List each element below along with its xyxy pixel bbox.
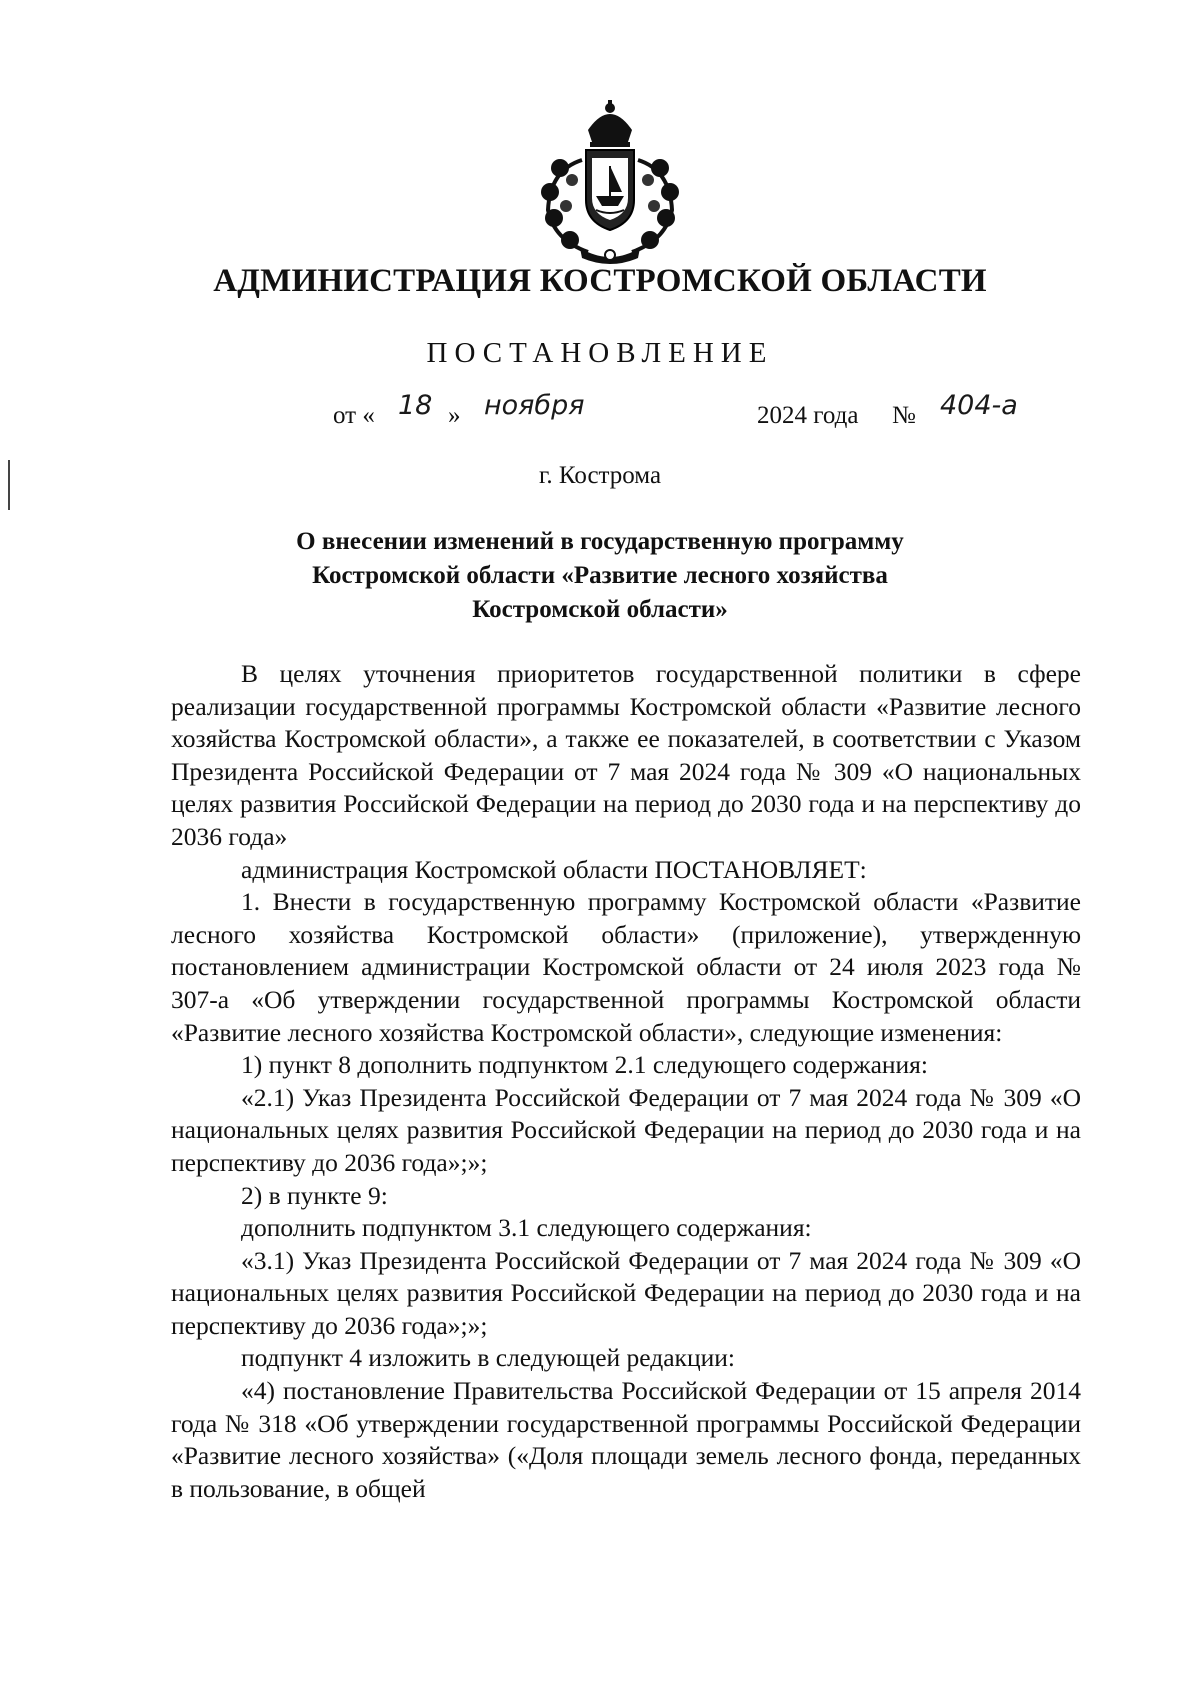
date-year: 2024 года (757, 402, 859, 429)
document-number: 404-а (940, 390, 1018, 421)
subject-line: О внесении изменений в государственную программу (296, 528, 904, 555)
date-number-line (0, 390, 1200, 440)
document-subject (180, 525, 1020, 627)
body-paragraph: подпункт 4 изложить в следующей редакции: (241, 1343, 735, 1373)
coat-of-arms-emblem (530, 100, 690, 265)
date-day: 18 (398, 390, 433, 421)
organization-title: АДМИНИСТРАЦИЯ КОСТРОМСКОЙ ОБЛАСТИ (213, 263, 987, 299)
body-paragraph: дополнить подпунктом 3.1 следующего содержания: (241, 1213, 812, 1243)
document-type: ПОСТАНОВЛЕНИЕ (426, 337, 774, 369)
body-paragraph: 1. Внести в государственную программу Костромской области «Развитие лесного хозяйства Костромской области» (приложение), утвержденную постановлением администрации Костромской области от 24 июля 2023 года № 307-а «Об утверждении государственной программы Костромской области «Развитие лесного хозяйства Костромской области», следующие изменения: (171, 887, 1081, 1047)
body-paragraph: 1) пункт 8 дополнить подпунктом 2.1 следующего содержания: (241, 1050, 928, 1080)
subject-line: Костромской области «Развитие лесного хозяйства (312, 562, 888, 589)
date-prefix: от « (333, 402, 375, 429)
body-paragraph: 2) в пункте 9: (241, 1180, 388, 1210)
date-month: ноября (484, 390, 585, 421)
number-sign: № (892, 402, 916, 429)
body-paragraph: «2.1) Указ Президента Российской Федерации от 7 мая 2024 года № 309 «О национальных целях развития Российской Федерации на период до 2030 года и на перспективу до 2036 года»;»; (171, 1082, 1081, 1177)
subject-line: Костромской области» (472, 596, 728, 623)
body-paragraph: «3.1) Указ Президента Российской Федерации от 7 мая 2024 года № 309 «О национальных целях развития Российской Федерации на период до 2030 года и на перспективу до 2036 года»;»; (171, 1245, 1081, 1340)
coat-of-arms-icon (530, 100, 690, 265)
date-quote-close: » (448, 402, 461, 429)
body-paragraph: администрация Костромской области ПОСТАНОВЛЯЕТ: (241, 854, 867, 884)
city: г. Кострома (538, 462, 662, 489)
body-paragraph: В целях уточнения приоритетов государственной политики в сфере реализации государственной программы Костромской области «Развитие лесного хозяйства Костромской области», а также ее показателей, в соответствии с Указом Президента Российской Федерации от 7 мая 2024 года № 309 «О национальных целях развития Российской Федерации на период до 2030 года и на перспективу до 2036 года» (171, 659, 1081, 851)
body-paragraph: «4) постановление Правительства Российской Федерации от 15 апреля 2014 года № 318 «Об утверждении государственной программы Российской Федерации «Развитие лесного хозяйства» («Доля площади земель лесного фонда, переданных в пользование, в общей (171, 1376, 1081, 1503)
document-body (171, 658, 1081, 1505)
